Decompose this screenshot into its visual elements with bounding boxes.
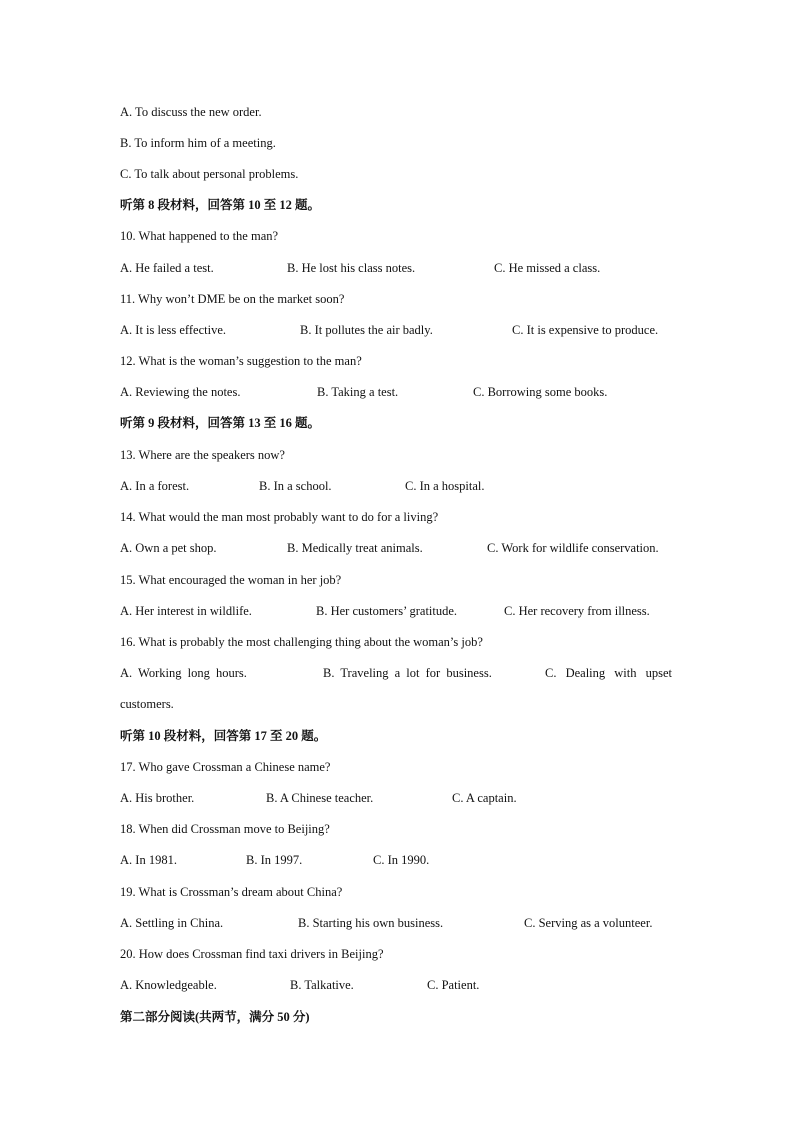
q9-option-b: B. To inform him of a meeting.: [120, 136, 276, 150]
question-14: 14. What would the man most probably want to do for a living?: [120, 510, 439, 524]
q20-option-c: C. Patient.: [427, 978, 480, 992]
section-8-heading: 听第 8 段材料，回答第 10 至 12 题。: [120, 198, 321, 212]
q14-option-c: C. Work for wildlife conservation.: [487, 541, 659, 555]
section-10-heading: 听第 10 段材料，回答第 17 至 20 题。: [120, 729, 327, 743]
q18-option-b: B. In 1997.: [246, 853, 303, 867]
q16-option-c-continued: customers.: [120, 697, 174, 711]
q19-option-c: C. Serving as a volunteer.: [524, 916, 653, 930]
q12-option-b: B. Taking a test.: [317, 385, 399, 399]
q20-option-b: B. Talkative.: [290, 978, 354, 992]
section-9-heading: 听第 9 段材料，回答第 13 至 16 题。: [120, 416, 321, 430]
q17-option-a: A. His brother.: [120, 791, 195, 805]
question-20: 20. How does Crossman find taxi drivers in Beijing?: [120, 947, 384, 961]
q10-option-c: C. He missed a class.: [494, 261, 601, 275]
q18-option-a: A. In 1981.: [120, 853, 177, 867]
question-19: 19. What is Crossman’s dream about China?: [120, 885, 343, 899]
q19-option-b: B. Starting his own business.: [298, 916, 444, 930]
q9-option-c: C. To talk about personal problems.: [120, 167, 299, 181]
question-13: 13. Where are the speakers now?: [120, 448, 285, 462]
question-18: 18. When did Crossman move to Beijing?: [120, 822, 330, 836]
q16-option-c: C. Dealing with upset: [545, 666, 673, 680]
q15-option-c: C. Her recovery from illness.: [504, 604, 650, 618]
q19-option-a: A. Settling in China.: [120, 916, 224, 930]
question-10: 10. What happened to the man?: [120, 229, 279, 243]
q15-option-b: B. Her customers’ gratitude.: [316, 604, 458, 618]
q17-option-b: B. A Chinese teacher.: [266, 791, 374, 805]
q12-option-c: C. Borrowing some books.: [473, 385, 608, 399]
q13-option-b: B. In a school.: [259, 479, 332, 493]
q11-option-b: B. It pollutes the air badly.: [300, 323, 433, 337]
question-17: 17. Who gave Crossman a Chinese name?: [120, 760, 331, 774]
q16-option-b: B. Traveling a lot for business.: [323, 666, 492, 680]
q14-option-b: B. Medically treat animals.: [287, 541, 423, 555]
question-11: 11. Why won’t DME be on the market soon?: [120, 292, 345, 306]
q15-option-a: A. Her interest in wildlife.: [120, 604, 252, 618]
q16-option-a: A. Working long hours.: [120, 666, 247, 680]
q12-option-a: A. Reviewing the notes.: [120, 385, 241, 399]
q9-option-a: A. To discuss the new order.: [120, 105, 262, 119]
q13-option-a: A. In a forest.: [120, 479, 190, 493]
q18-option-c: C. In 1990.: [373, 853, 430, 867]
q10-option-b: B. He lost his class notes.: [287, 261, 416, 275]
question-16: 16. What is probably the most challenging thing about the woman’s job?: [120, 635, 483, 649]
q20-option-a: A. Knowledgeable.: [120, 978, 217, 992]
q14-option-a: A. Own a pet shop.: [120, 541, 217, 555]
question-12: 12. What is the woman’s suggestion to the man?: [120, 354, 362, 368]
question-15: 15. What encouraged the woman in her job?: [120, 573, 342, 587]
q17-option-c: C. A captain.: [452, 791, 517, 805]
q11-option-c: C. It is expensive to produce.: [512, 323, 659, 337]
q13-option-c: C. In a hospital.: [405, 479, 485, 493]
part-2-heading: 第二部分阅读(共两节，满分 50 分): [120, 1010, 310, 1024]
q10-option-a: A. He failed a test.: [120, 261, 214, 275]
q11-option-a: A. It is less effective.: [120, 323, 226, 337]
